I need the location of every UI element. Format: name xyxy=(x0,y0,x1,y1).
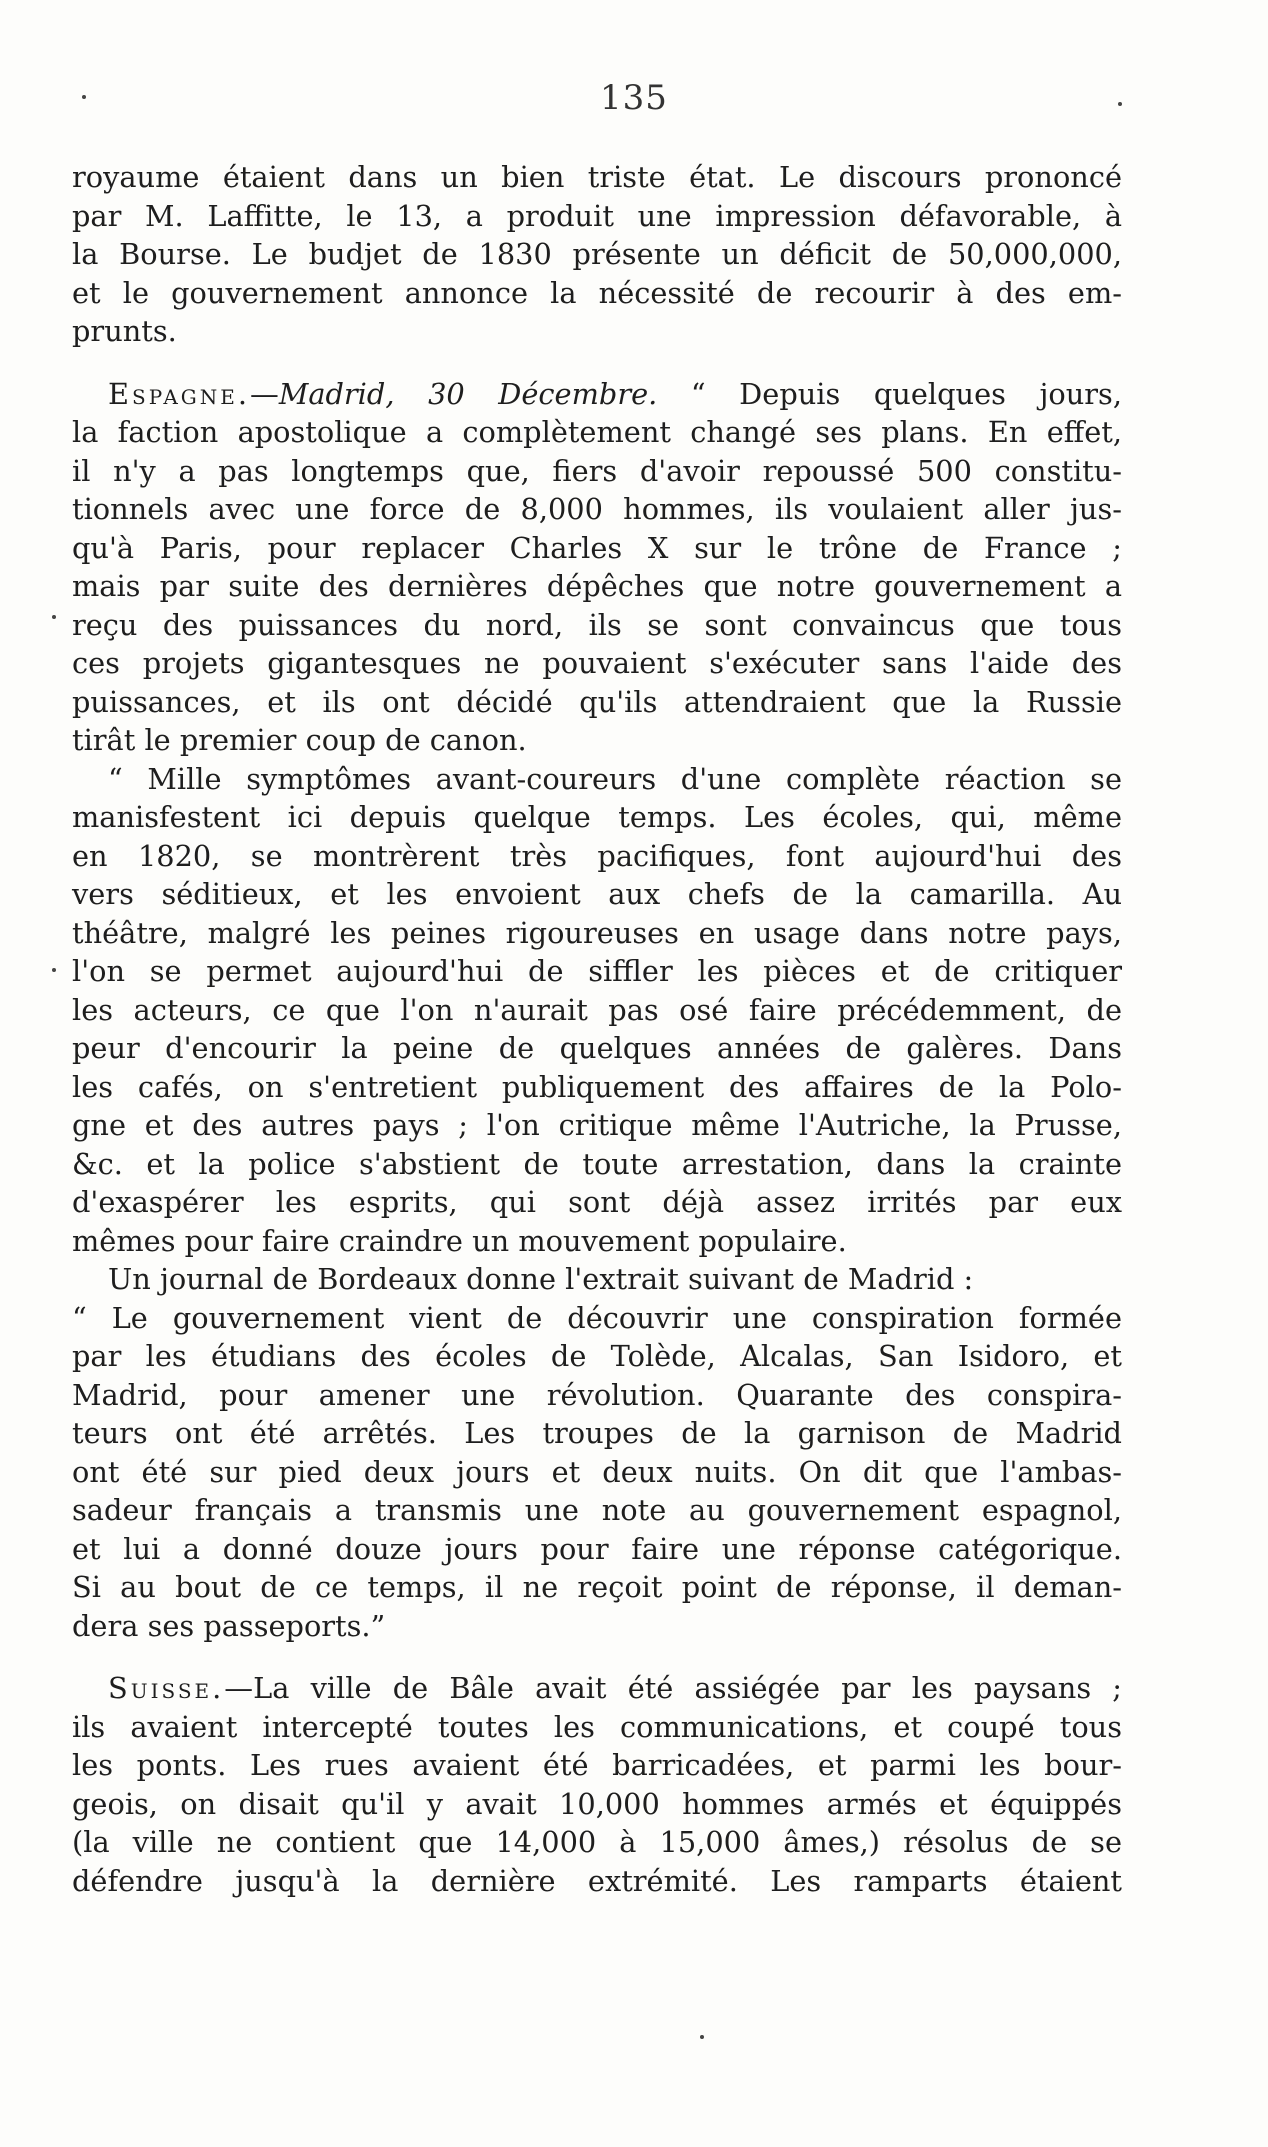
text-line: “ Mille symptômes avant-coureurs d'une complète réaction se xyxy=(108,761,1122,796)
text-line: prunts. xyxy=(72,314,177,348)
text-line: d'exaspérer les esprits, qui sont déjà assez irrités par eux xyxy=(72,1185,1122,1219)
text-line: tirât le premier coup de canon. xyxy=(72,723,527,757)
paragraph-gap xyxy=(72,1645,1122,1669)
scan-speck xyxy=(1118,102,1122,106)
text-line: les acteurs, ce que l'on n'aurait pas osé faire précédemment, de xyxy=(72,992,1122,1027)
text-line: la Bourse. Le budjet de 1830 présente un déficit de 50,000,000, xyxy=(72,237,1122,271)
text-line: théâtre, malgré les peines rigoureuses en usage dans notre pays, xyxy=(72,915,1122,950)
text-line: et lui a donné douze jours pour faire une réponse catégorique. xyxy=(72,1531,1122,1566)
text-line: les ponts. Les rues avaient été barricadées, et parmi les bour- xyxy=(72,1748,1122,1782)
text-line: mêmes pour faire craindre un mouvement populaire. xyxy=(72,1223,847,1258)
paragraph-bordeaux-journal xyxy=(72,1260,1122,1645)
dash: — xyxy=(250,376,279,411)
dateline: Madrid, 30 Décembre. xyxy=(278,376,658,411)
text-line: et le gouvernement annonce la nécessité de recourir à des em- xyxy=(72,275,1122,310)
text-line: défendre jusqu'à la dernière extrémité. Les ramparts étaient xyxy=(72,1863,1122,1898)
text-line: l'on se permet aujourd'hui de siffler les pièces et de critiquer xyxy=(72,954,1122,988)
scan-speck xyxy=(700,2035,704,2039)
text-line: par les étudians des écoles de Tolède, Alcalas, San Isidoro, et xyxy=(72,1339,1122,1373)
text-line: (la ville ne contient que 14,000 à 15,000 âmes,) résolus de se xyxy=(72,1825,1122,1859)
paragraph-espagne xyxy=(72,375,1122,760)
scan-speck xyxy=(82,95,86,99)
text-line: par M. Laffitte, le 13, a produit une impression défavorable, à xyxy=(72,198,1122,233)
page-number: 135 xyxy=(600,78,668,118)
text-line: “ Le gouvernement vient de découvrir une conspiration formée xyxy=(72,1300,1122,1335)
text-line: reçu des puissances du nord, ils se sont convaincus que tous xyxy=(72,607,1122,642)
text-line: ces projets gigantesques ne pouvaient s'exécuter sans l'aide des xyxy=(72,646,1122,680)
text-line: &c. et la police s'abstient de toute arrestation, dans la crainte xyxy=(72,1146,1122,1181)
text-line: mais par suite des dernières dépêches que notre gouvernement a xyxy=(72,569,1122,603)
page-text xyxy=(72,158,1122,1900)
text-line: les cafés, on s'entretient publiquement des affaires de la Polo- xyxy=(72,1069,1122,1104)
paragraph-gap xyxy=(72,351,1122,375)
scan-speck xyxy=(52,615,56,619)
text-line: geois, on disait qu'il y avait 10,000 hommes armés et équippés xyxy=(72,1786,1122,1821)
section-heading-espagne: Espagne. xyxy=(108,376,251,411)
text-line: peur d'encourir la peine de quelques années de galères. Dans xyxy=(72,1031,1122,1065)
text-line: puissances, et ils ont décidé qu'ils attendraient que la Russie xyxy=(72,684,1122,719)
text-line: en 1820, se montrèrent très pacifiques, font aujourd'hui des xyxy=(72,838,1122,873)
lead-text: “ Depuis quelques jours, xyxy=(657,376,1122,411)
text-line: teurs ont été arrêtés. Les troupes de la garnison de Madrid xyxy=(72,1416,1122,1450)
paragraph-reaction xyxy=(72,760,1122,1261)
text-line: royaume étaient dans un bien triste état. Le discours prononcé xyxy=(72,160,1122,194)
text-line: ils avaient intercepté toutes les communications, et coupé tous xyxy=(72,1709,1122,1744)
section-heading-suisse: Suisse. xyxy=(108,1671,225,1705)
text-line: la faction apostolique a complètement changé ses plans. En effet, xyxy=(72,415,1122,449)
text-line: vers séditieux, et les envoient aux chefs de la camarilla. Au xyxy=(72,877,1122,911)
text-line: il n'y a pas longtemps que, fiers d'avoir repoussé 500 constitu- xyxy=(72,453,1122,488)
text-line: manisfestent ici depuis quelque temps. Les écoles, qui, même xyxy=(72,800,1122,834)
text-line: gne et des autres pays ; l'on critique même l'Autriche, la Prusse, xyxy=(72,1108,1122,1142)
lead-text: La ville de Bâle avait été assiégée par les paysans ; xyxy=(253,1671,1122,1705)
section-heading-line xyxy=(72,375,1122,414)
paragraph-france-continued xyxy=(72,158,1122,351)
text-line: Si au bout de ce temps, il ne reçoit point de réponse, il deman- xyxy=(72,1570,1122,1604)
paragraph-suisse xyxy=(72,1669,1122,1900)
text-line: qu'à Paris, pour replacer Charles X sur le trône de France ; xyxy=(72,530,1122,565)
text-line: tionnels avec une force de 8,000 hommes, ils voulaient aller jus- xyxy=(72,492,1122,526)
text-line: Madrid, pour amener une révolution. Quarante des conspira- xyxy=(72,1377,1122,1412)
text-line: ont été sur pied deux jours et deux nuits. On dit que l'ambas- xyxy=(72,1454,1122,1489)
scan-speck xyxy=(52,968,56,972)
dash: — xyxy=(224,1671,254,1705)
section-heading-line xyxy=(72,1669,1122,1708)
text-line: Un journal de Bordeaux donne l'extrait suivant de Madrid : xyxy=(108,1262,974,1296)
text-line: dera ses passeports.” xyxy=(72,1608,386,1643)
text-line: sadeur français a transmis une note au gouvernement espagnol, xyxy=(72,1493,1122,1527)
